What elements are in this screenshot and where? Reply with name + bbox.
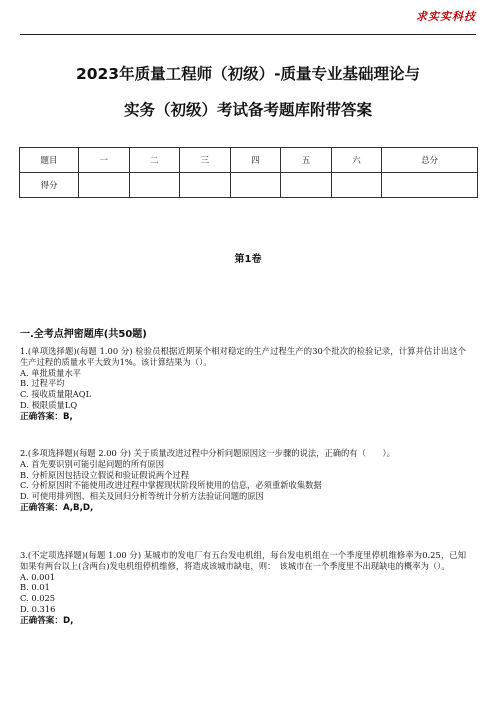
score-table-score-row bbox=[20, 173, 478, 198]
question-answer: 正确答案：A,B,D, bbox=[20, 502, 94, 513]
score-cell bbox=[230, 173, 281, 198]
question-block bbox=[20, 550, 466, 628]
question-block bbox=[20, 448, 466, 515]
question-option: B. 过程平均 bbox=[20, 378, 65, 389]
question-option: B. 0.01 bbox=[20, 582, 50, 593]
score-header-cell: 四 bbox=[230, 148, 281, 173]
question-answer: 正确答案：D, bbox=[20, 615, 74, 626]
score-cell bbox=[281, 173, 332, 198]
score-row-label: 得分 bbox=[20, 173, 79, 198]
question-option: B. 分析原因包括设立假说和验证假说两个过程 bbox=[20, 469, 190, 480]
title-line-2: 实务（初级）考试备考题库附带答案 bbox=[123, 101, 372, 119]
score-table bbox=[19, 147, 478, 198]
question-option: A. 单批质量水平 bbox=[20, 367, 82, 378]
score-header-cell: 一 bbox=[79, 148, 130, 173]
question-block bbox=[20, 346, 466, 424]
question-option: A. 0.001 bbox=[20, 571, 56, 582]
question-option: C. 分析原因时不能使用改进过程中掌握现状阶段所使用的信息，必须重新收集数据 bbox=[20, 480, 322, 491]
question-option: D. 0.316 bbox=[20, 603, 56, 614]
header-rule bbox=[20, 34, 476, 35]
question-stem: 3.(不定项选择题)(每题 1.00 分) 某城市的发电厂有五台发电机组，每台发电机组在一个季度里停机维修率为0.25，已知如果有两台以上(含两台)发电机组停机维修，将造成该城市缺电，则： 该城市在一个季度里不出现缺电的概率为（）。 bbox=[20, 550, 466, 571]
question-stem: 2.(多项选择题)(每题 2.00 分) 关于质量改进过程中分析问题原因这一步骤的说法，正确的有（ ）。 bbox=[20, 448, 395, 458]
score-header-cell: 五 bbox=[281, 148, 332, 173]
question-option: D. 极限质量LQ bbox=[20, 399, 78, 410]
volume-heading: 第1卷 bbox=[234, 254, 262, 265]
score-cell bbox=[129, 173, 180, 198]
score-cell bbox=[331, 173, 382, 198]
score-header-cell: 题目 bbox=[20, 148, 79, 173]
score-header-cell: 二 bbox=[129, 148, 180, 173]
brand-logo: 求实实科技 bbox=[416, 10, 476, 23]
score-cell bbox=[180, 173, 231, 198]
section-heading: 一.全考点押密题库(共50题) bbox=[20, 329, 147, 340]
score-cell bbox=[382, 173, 478, 198]
question-option: A. 首先要识别可能引起问题的所有原因 bbox=[20, 458, 165, 469]
document-title bbox=[20, 56, 476, 128]
question-answer: 正确答案：B, bbox=[20, 411, 73, 422]
score-cell bbox=[79, 173, 130, 198]
title-line-1: 2023年质量工程师（初级）-质量专业基础理论与 bbox=[75, 65, 421, 83]
score-header-cell: 六 bbox=[331, 148, 382, 173]
score-header-cell: 总分 bbox=[382, 148, 478, 173]
score-header-cell: 三 bbox=[180, 148, 231, 173]
question-stem: 1.(单项选择题)(每题 1.00 分) 检验员根据近期某个相对稳定的生产过程生产的30个批次的检验记录，计算并估计出这个生产过程的质量水平大致为1%。该计算结果为（）。 bbox=[20, 346, 466, 367]
score-table-header-row bbox=[20, 148, 478, 173]
question-option: C. 接收质量限AQL bbox=[20, 389, 92, 400]
question-option: C. 0.025 bbox=[20, 593, 56, 604]
question-option: D. 可使用排列图、相关及回归分析等统计分析方法验证问题的原因 bbox=[20, 491, 264, 502]
